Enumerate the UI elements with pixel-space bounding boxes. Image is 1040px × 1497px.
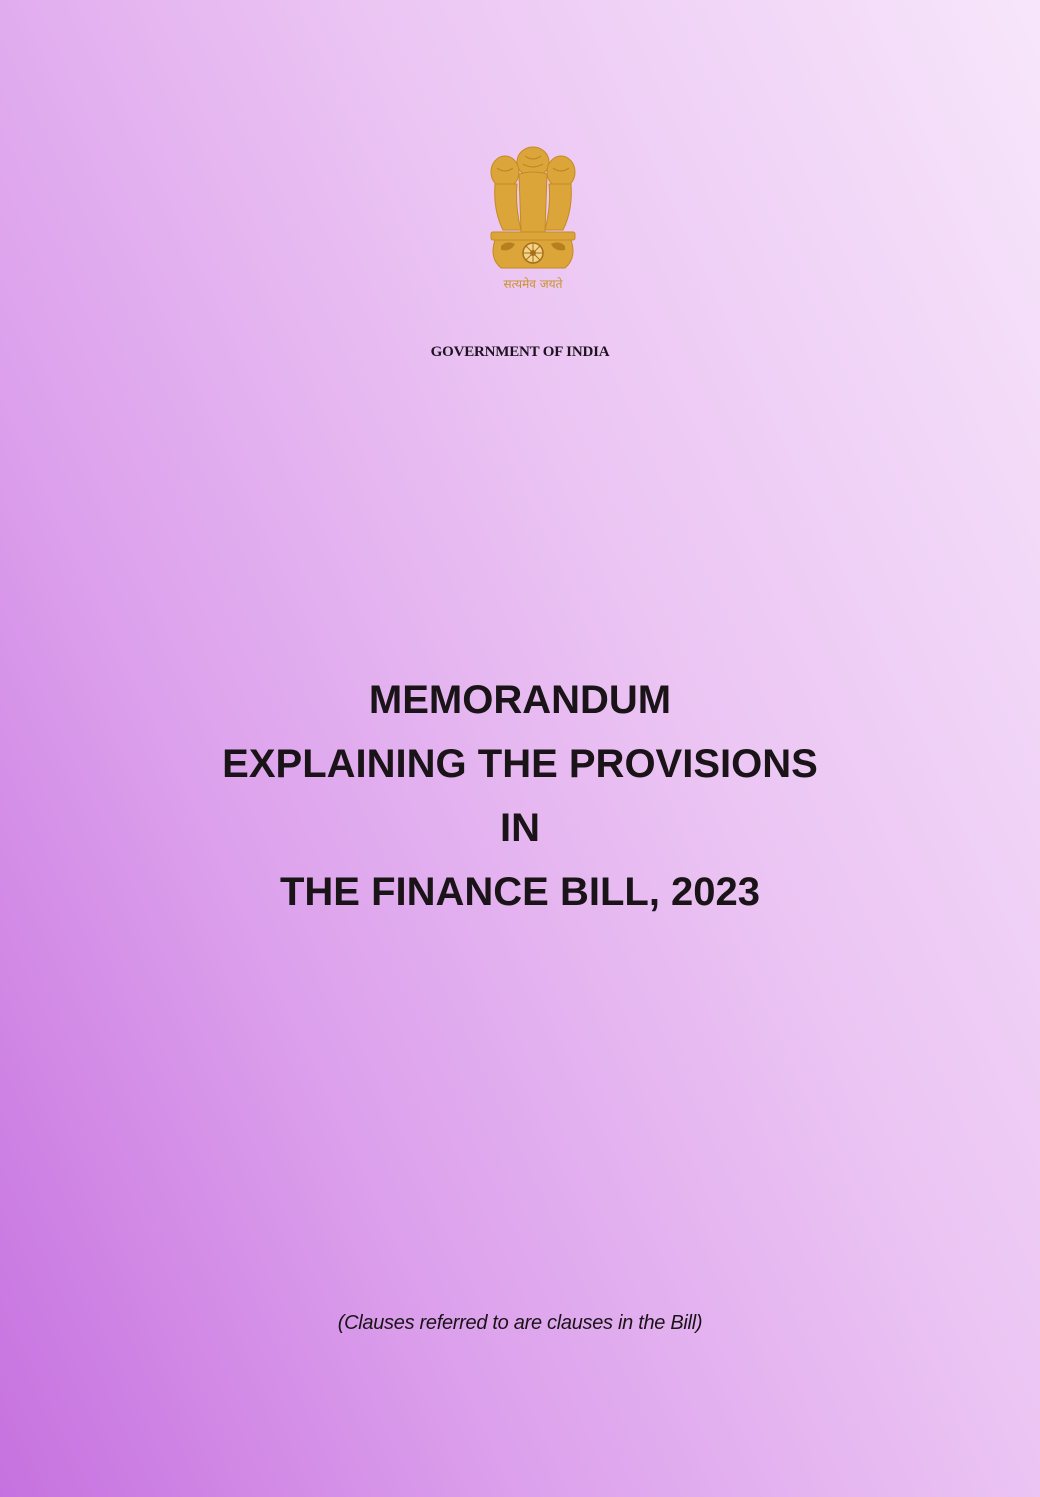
title-line-1: MEMORANDUM: [368, 678, 672, 722]
title-line-4: THE FINANCE BILL, 2023: [279, 870, 761, 914]
emblem-motto: सत्यमेव जयते: [503, 277, 563, 291]
clauses-note: (Clauses referred to are clauses in the Bill): [337, 1312, 703, 1334]
title-line-2: EXPLAINING THE PROVISIONS: [222, 742, 818, 786]
government-heading: GOVERNMENT OF INDIA: [430, 344, 610, 360]
document-title: [0, 668, 1040, 924]
state-emblem-icon: [481, 140, 585, 294]
title-line-3: IN: [500, 806, 540, 850]
